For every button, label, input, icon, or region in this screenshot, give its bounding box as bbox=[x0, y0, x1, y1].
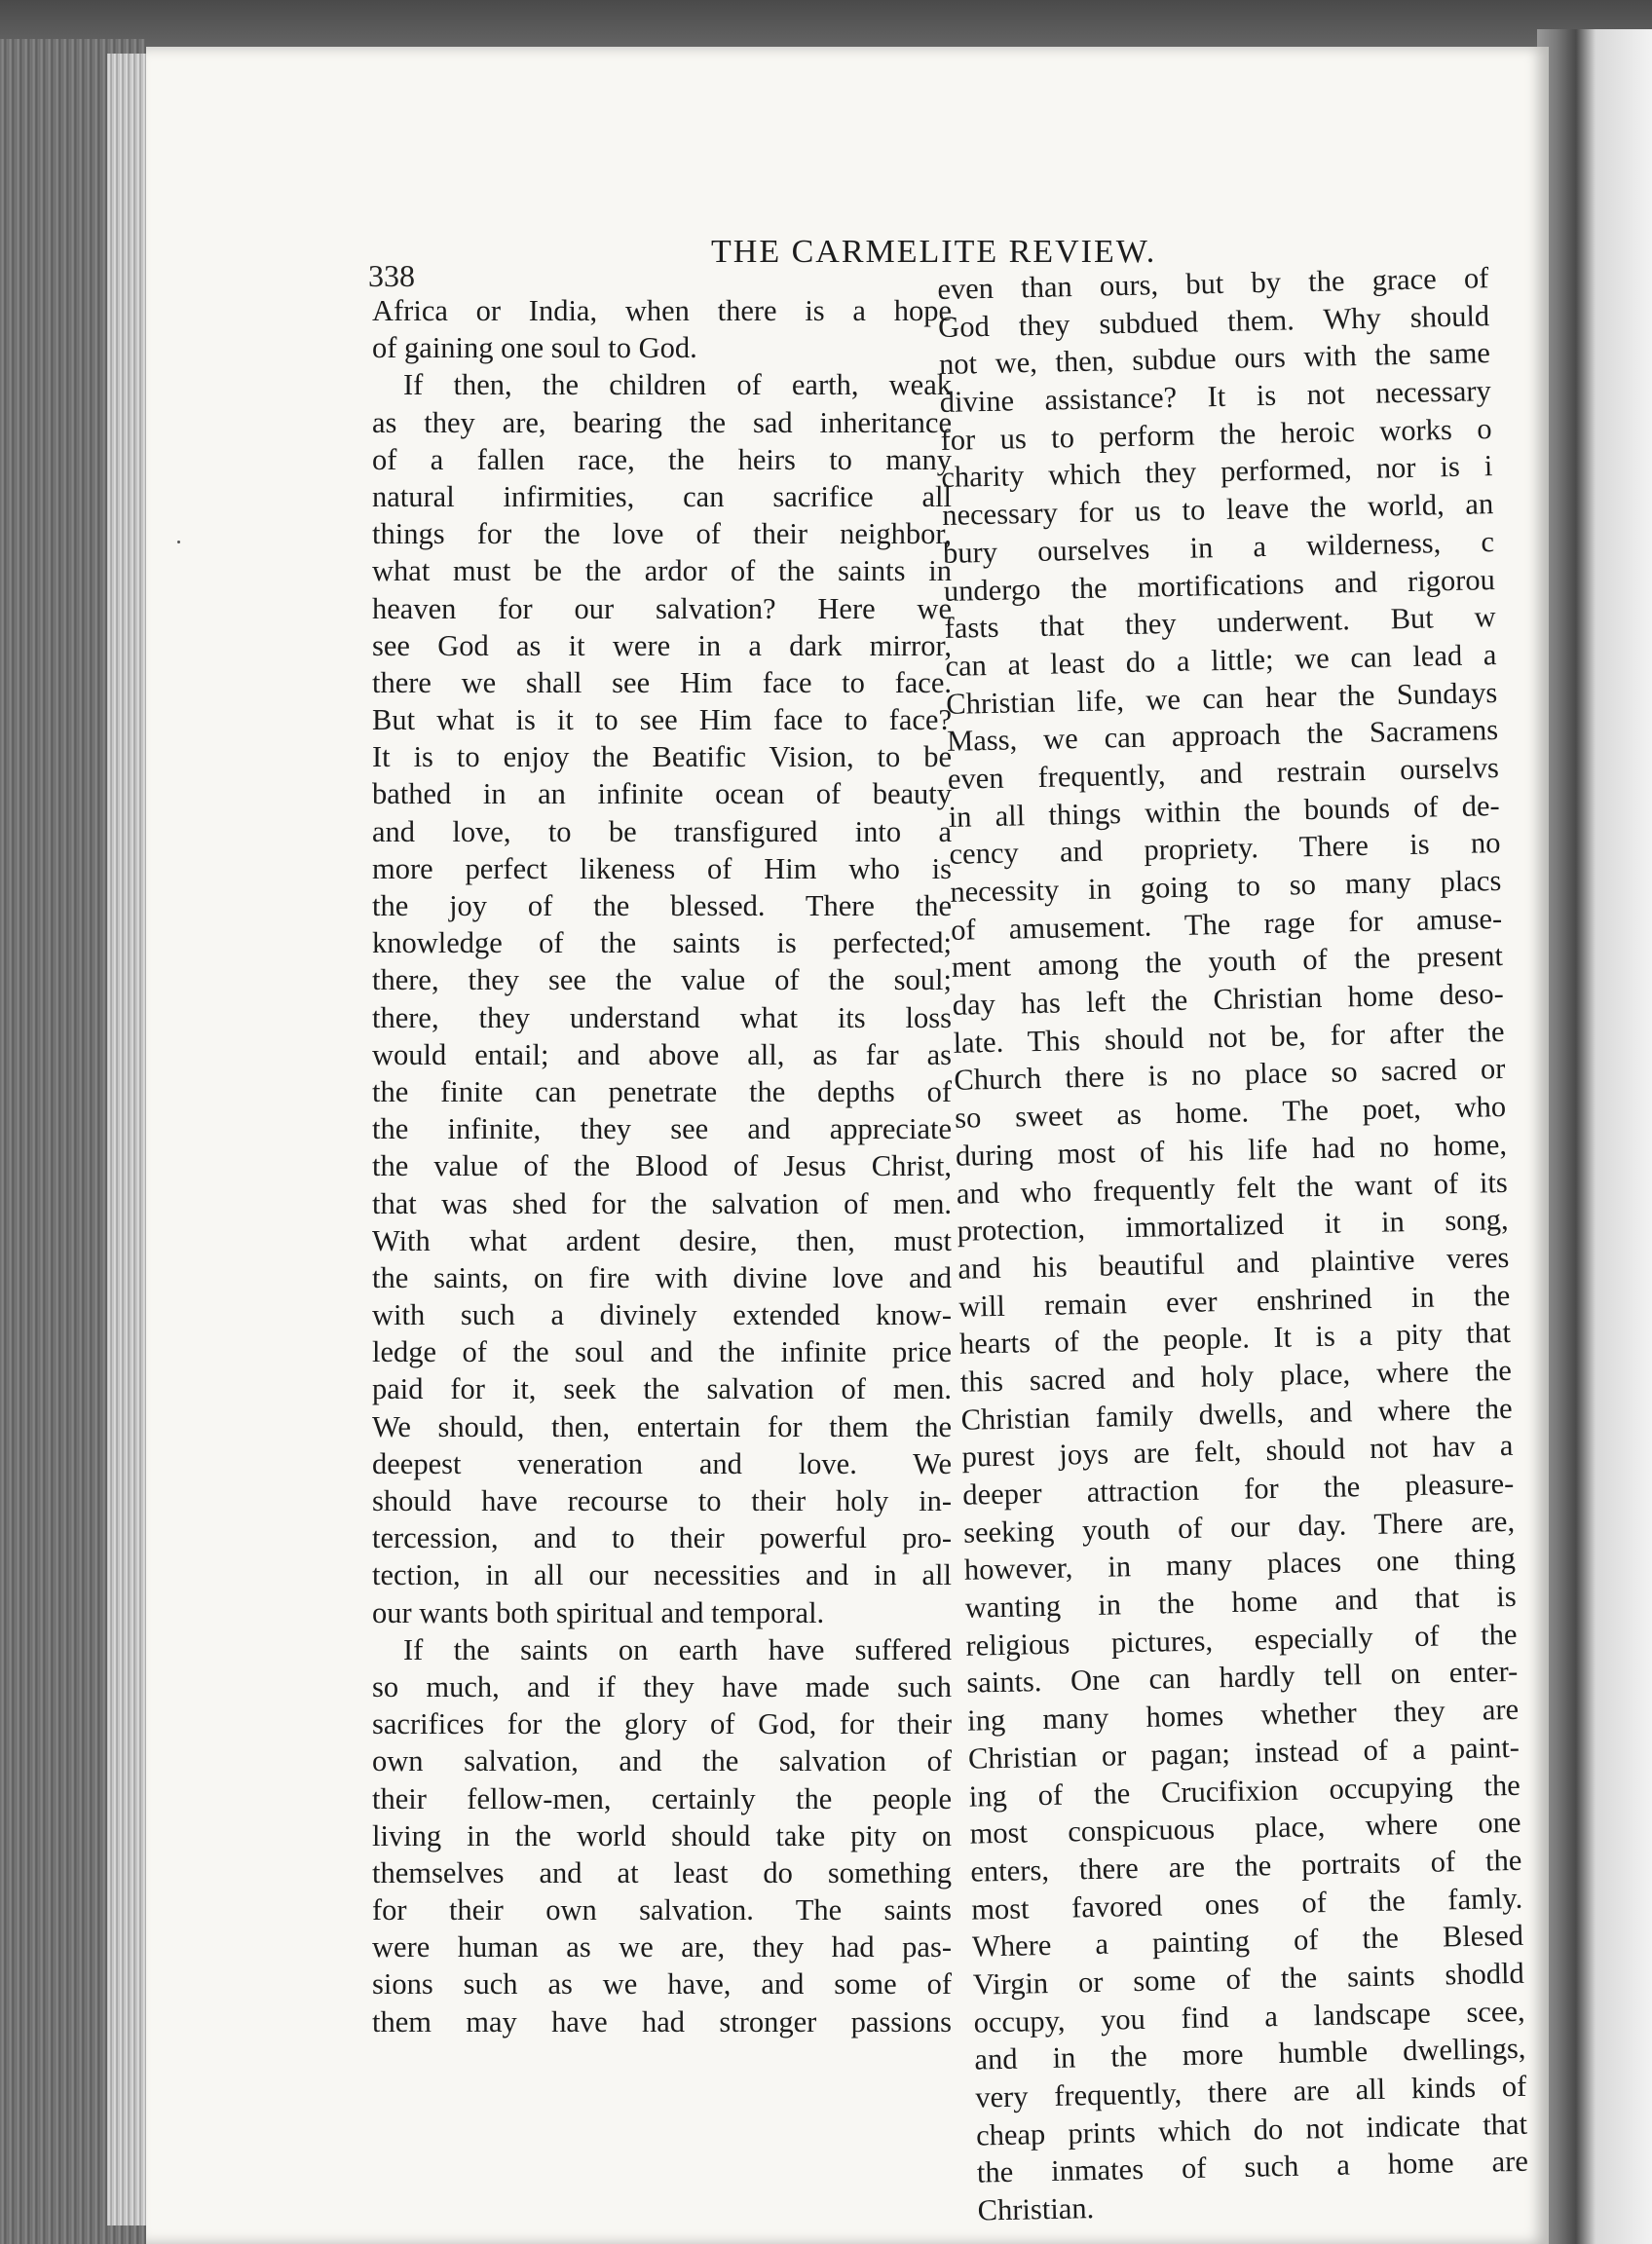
left-column-line: If the saints on earth have suffered bbox=[403, 1632, 952, 1666]
left-column-line: themselves and at least do something bbox=[372, 1855, 952, 1889]
left-column-line: there, they understand what its loss bbox=[372, 1000, 952, 1034]
left-column-line: With what ardent desire, then, must bbox=[372, 1223, 952, 1257]
left-column-line: living in the world should take pity on bbox=[372, 1818, 952, 1852]
left-column-line: ledge of the soul and the infinite price bbox=[372, 1335, 952, 1369]
left-column-line: them may have had stronger passions bbox=[372, 2004, 952, 2038]
right-column-line: late. This should not be, for after the bbox=[953, 1014, 1505, 1060]
left-column-line: with such a divinely extended know- bbox=[372, 1298, 952, 1332]
left-column-line: there we shall see Him face to face. bbox=[372, 665, 952, 699]
right-column-line: religious pictures, especially of the bbox=[965, 1617, 1518, 1663]
left-column-line: bathed in an infinite ocean of beauty bbox=[372, 777, 952, 811]
right-column-line: however, in many places one thing bbox=[963, 1542, 1517, 1588]
right-column-line: ment among the youth of the present bbox=[951, 939, 1504, 985]
right-column-line: the inmates of such a home are bbox=[976, 2145, 1529, 2189]
left-column-line: what must be the ardor of the saints in bbox=[372, 554, 952, 588]
running-head: THE CARMELITE REVIEW. bbox=[711, 234, 1157, 270]
right-column-line: will remain ever enshrined in the bbox=[957, 1278, 1511, 1324]
right-column-line: ing many homes whether they are bbox=[966, 1692, 1520, 1738]
right-column-line: deeper attraction for the pleasure- bbox=[961, 1466, 1515, 1512]
right-column-line: during most of his life had no home, bbox=[955, 1127, 1508, 1173]
right-column-line: divine assistance? It is not necessary bbox=[939, 374, 1492, 420]
right-column-line: bury ourselves in a wilderness, c bbox=[942, 524, 1495, 570]
left-column-line: should have recourse to their holy in- bbox=[372, 1484, 952, 1517]
left-column-line: own salvation, and the salvation of bbox=[372, 1744, 952, 1778]
right-column-line: very frequently, there are all kinds of bbox=[974, 2069, 1527, 2114]
left-column-line: knowledge of the saints is perfected; bbox=[372, 926, 952, 960]
right-column-line: Where a painting of the Blesed bbox=[971, 1919, 1524, 1964]
right-column-line: hearts of the people. It is a pity that bbox=[958, 1316, 1512, 1362]
right-column-line: purest joys are felt, should not hav a bbox=[961, 1429, 1514, 1475]
right-text-column bbox=[937, 259, 1529, 2229]
right-column-line: even than ours, but by the grace of bbox=[937, 261, 1489, 306]
page-number: 338 bbox=[368, 258, 415, 293]
left-column-line: more perfect likeness of Him who is bbox=[372, 851, 952, 885]
right-column-line: most favored ones of the famly. bbox=[970, 1881, 1523, 1926]
right-column-line: even frequently, and restrain ourselvs bbox=[947, 750, 1500, 796]
right-column-line: seeking youth of our day. There are, bbox=[962, 1504, 1516, 1550]
right-column-line: and who frequently felt the want of its bbox=[956, 1165, 1509, 1211]
right-column-line: Christian family dwells, and where the bbox=[960, 1391, 1513, 1437]
right-column-line: cency and propriety. There is no bbox=[949, 826, 1501, 872]
left-column-line: so much, and if they have made such bbox=[372, 1669, 952, 1703]
right-column-line: most conspicuous place, where one bbox=[969, 1805, 1521, 1851]
right-column-line: Christian life, we can hear the Sundays bbox=[945, 675, 1498, 721]
left-column-line: the saints, on fire with divine love and bbox=[372, 1260, 952, 1294]
right-column-line: undergo the mortifications and rigorou bbox=[943, 562, 1496, 608]
left-column-line: our wants both spiritual and temporal. bbox=[372, 1595, 825, 1629]
right-column-line: Virgin or some of the saints shodld bbox=[972, 1956, 1525, 2001]
left-column-line: and love, to be transfigured into a bbox=[372, 814, 952, 848]
left-column-line: tection, in all our necessities and in all bbox=[372, 1558, 952, 1592]
left-column-line: of gaining one soul to God. bbox=[372, 331, 697, 365]
left-column-line: the infinite, they see and appreciate bbox=[372, 1112, 952, 1146]
left-column-line: tercession, and to their powerful pro- bbox=[372, 1521, 952, 1555]
left-column-line: of a fallen race, the heirs to many bbox=[372, 442, 952, 476]
right-column-line: Christian or pagan; instead of a paint- bbox=[967, 1730, 1521, 1776]
left-text-column bbox=[372, 292, 952, 2040]
left-column-line: the finite can penetrate the depths of bbox=[372, 1074, 952, 1108]
book-binding-right bbox=[1537, 29, 1652, 2244]
left-column-line: that was shed for the salvation of men. bbox=[372, 1186, 952, 1220]
left-column-line: It is to enjoy the Beatific Vision, to be bbox=[372, 740, 952, 774]
right-column-line: day has left the Christian home deso- bbox=[952, 977, 1505, 1022]
right-column-line: and his beautiful and plaintive veres bbox=[957, 1240, 1510, 1286]
left-column-line: deepest veneration and love. We bbox=[372, 1446, 952, 1480]
right-column-line: occupy, you find a landscape scee, bbox=[973, 1994, 1525, 2039]
right-column-line: so sweet as home. The poet, who bbox=[954, 1090, 1507, 1135]
right-column-line: of amusement. The rage for amuse- bbox=[950, 901, 1503, 947]
left-column-line: But what is it to see Him face to face? bbox=[372, 703, 952, 737]
right-column-line: Christian. bbox=[977, 2191, 1095, 2227]
right-column-line: God they subdued them. Why should bbox=[937, 298, 1490, 344]
left-column-line: Africa or India, when there is a hope bbox=[372, 294, 952, 327]
left-column-line: the joy of the blessed. There the bbox=[372, 889, 952, 922]
left-column-line: If then, the children of earth, weak bbox=[403, 368, 952, 402]
left-column-line: heaven for our salvation? Here we bbox=[372, 591, 952, 625]
left-column-line: would entail; and above all, as far as bbox=[372, 1037, 952, 1071]
right-column-line: in all things within the bounds of de- bbox=[948, 788, 1500, 834]
right-column-line: necessary for us to leave the world, an bbox=[941, 487, 1494, 533]
right-column-line: and in the more humble dwellings, bbox=[974, 2032, 1526, 2076]
right-column-line: charity which they performed, nor is i bbox=[941, 449, 1493, 495]
right-column-line: wanting in the home and that is bbox=[964, 1579, 1517, 1625]
print-speck bbox=[177, 541, 180, 543]
right-column-line: can at least do a little; we can lead a bbox=[945, 637, 1497, 683]
left-column-line: We should, then, entertain for them the bbox=[372, 1409, 952, 1443]
left-column-line: the value of the Blood of Jesus Christ, bbox=[372, 1149, 952, 1183]
left-column-line: their fellow-men, certainly the people bbox=[372, 1781, 952, 1815]
left-column-line: things for the love of their neighbor, bbox=[372, 517, 952, 551]
right-column-line: not we, then, subdue ours with the same bbox=[938, 336, 1491, 382]
right-column-line: for us to perform the heroic works o bbox=[940, 411, 1492, 457]
right-column-line: cheap prints which do not indicate that bbox=[975, 2107, 1528, 2152]
left-column-line: natural infirmities, can sacrifice all bbox=[372, 479, 952, 513]
left-column-line: sions such as we have, and some of bbox=[372, 1967, 952, 2001]
book-page-stack-left bbox=[107, 54, 151, 2225]
left-column-line: as they are, bearing the sad inheritance bbox=[372, 405, 952, 439]
right-column-line: saints. One can hardly tell on enter- bbox=[966, 1655, 1519, 1701]
right-column-line: this sacred and holy place, where the bbox=[959, 1353, 1513, 1399]
right-column-line: Mass, we can approach the Sacramens bbox=[946, 713, 1499, 759]
right-column-line: enters, there are the portraits of the bbox=[970, 1843, 1522, 1889]
left-column-line: there, they see the value of the soul; bbox=[372, 963, 952, 997]
right-column-line: ing of the Crucifixion occupying the bbox=[968, 1768, 1521, 1814]
left-column-line: for their own salvation. The saints bbox=[372, 1893, 952, 1927]
left-column-line: see God as it were in a dark mirror, bbox=[372, 628, 952, 662]
right-column-line: protection, immortalized it in song, bbox=[957, 1203, 1509, 1248]
right-column-line: fasts that they underwent. But w bbox=[944, 600, 1496, 646]
right-column-line: Church there is no place so sacred or bbox=[954, 1052, 1506, 1098]
right-column-line: necessity in going to so many placs bbox=[950, 864, 1502, 909]
left-column-line: sacrifices for the glory of God, for their bbox=[372, 1707, 952, 1741]
left-column-line: paid for it, seek the salvation of men. bbox=[372, 1372, 952, 1406]
left-column-line: were human as we are, they had pas- bbox=[372, 1930, 952, 1964]
